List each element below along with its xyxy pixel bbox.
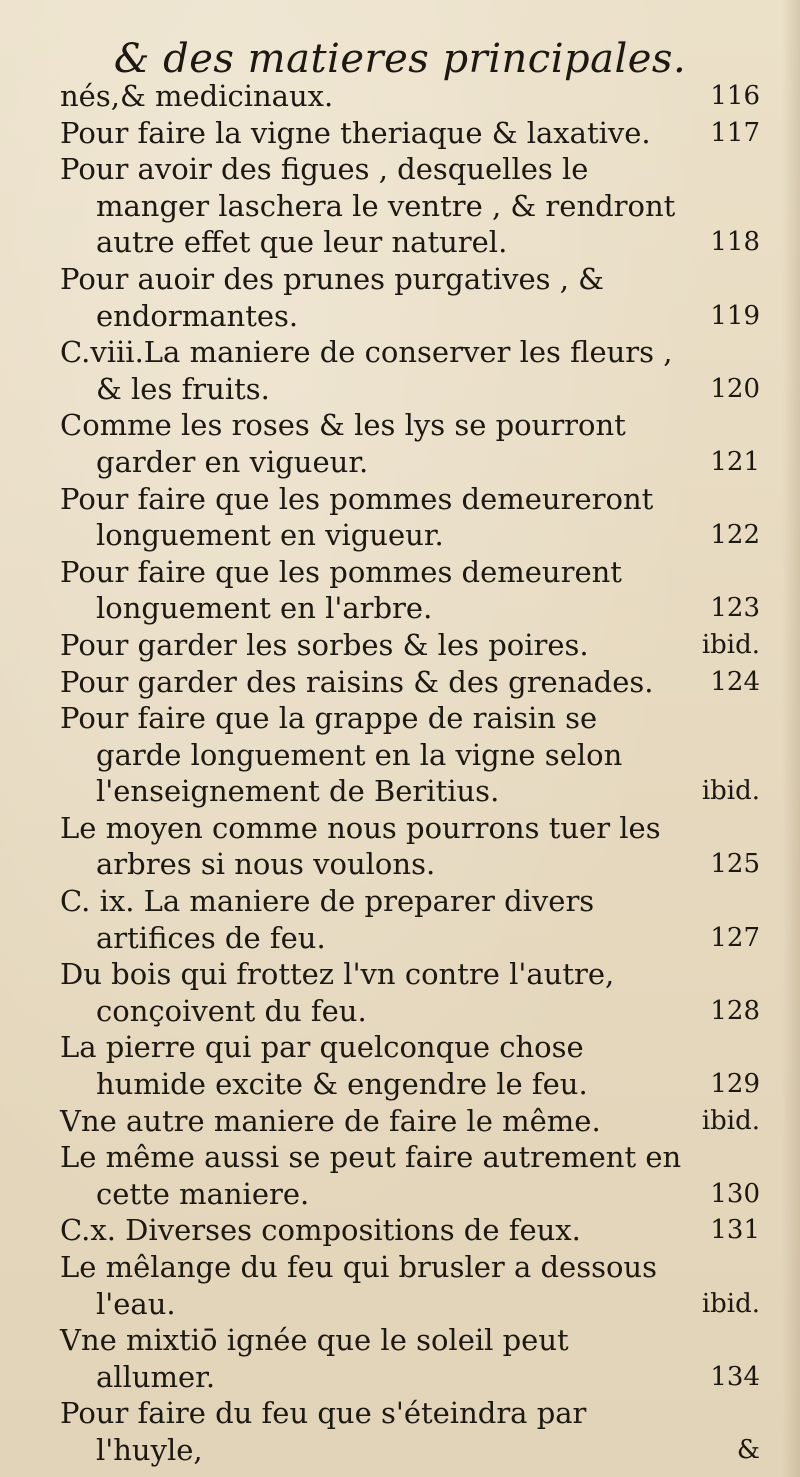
toc-entry-page-number: & [736, 1434, 760, 1465]
toc-entry [60, 956, 760, 1029]
toc-entry-page-number: ibid. [701, 776, 760, 807]
toc-entry-text: Comme les roses & les lys se pourront garder en vigueur. [60, 408, 626, 479]
toc-entry-page-number: 122 [710, 520, 760, 551]
toc-entry-text: Pour faire que la grappe de raisin se garde longuement en la vigne selon l'enseignement de Beritius. [60, 701, 623, 809]
toc-entry [60, 481, 760, 554]
toc-entry [60, 700, 760, 810]
toc-entry [60, 78, 760, 115]
toc-entry-text: C.viii.La maniere de conserver les fleurs , & les fruits. [60, 335, 673, 406]
toc-entry [60, 554, 760, 627]
table-of-contents [60, 78, 760, 1469]
toc-entry-page-number: ibid. [701, 629, 760, 660]
toc-entry [60, 810, 760, 883]
toc-entry-page-number: 130 [710, 1178, 760, 1209]
toc-entry-text: Vne autre maniere de faire le même. [60, 1103, 601, 1138]
toc-entry-page-number: 134 [710, 1361, 760, 1392]
toc-entry-page-number: 120 [710, 373, 760, 404]
toc-entry-page-number: 125 [710, 849, 760, 880]
toc-entry [60, 883, 760, 956]
toc-entry-text: Pour garder des raisins & des grenades. [60, 664, 654, 699]
toc-entry-text: Du bois qui frottez l'vn contre l'autre, conçoivent du feu. [60, 957, 615, 1028]
page-edge-shadow [782, 0, 800, 1477]
toc-entry-page-number: 131 [710, 1215, 760, 1246]
toc-entry-text: Pour avoir des figues , desquelles le manger laschera le ventre , & rendront autre effet que leur naturel. [60, 152, 676, 260]
toc-entry-text: C. ix. La maniere de preparer divers artifices de feu. [60, 884, 595, 955]
toc-entry-page-number: ibid. [701, 1105, 760, 1136]
toc-entry-page-number: 128 [710, 995, 760, 1026]
toc-entry [60, 1249, 760, 1322]
toc-entry-text: Pour garder les sorbes & les poires. [60, 627, 589, 662]
toc-entry-text: Pour faire que les pommes demeureront longuement en vigueur. [60, 481, 654, 553]
toc-entry [60, 1029, 760, 1102]
toc-entry [60, 1395, 760, 1468]
toc-entry-page-number: 117 [710, 117, 760, 148]
toc-entry-text: Pour auoir des prunes purgatives , & endormantes. [60, 261, 604, 333]
toc-entry-text: Pour faire la vigne theriaque & laxative. [60, 115, 651, 150]
toc-entry-text: Le mêlange du feu qui brusler a dessous l'eau. [60, 1250, 657, 1321]
toc-entry [60, 627, 760, 664]
toc-entry-text: nés,& medicinaux. [60, 79, 334, 113]
toc-entry-text: C.x. Diverses compositions de feux. [60, 1213, 581, 1248]
toc-entry-page-number: 121 [710, 446, 760, 477]
toc-entry [60, 407, 760, 480]
toc-entry-text: Le même aussi se peut faire autrement en cette maniere. [60, 1140, 682, 1211]
running-head: & des matieres principales. [113, 36, 687, 82]
toc-entry [60, 115, 760, 152]
toc-entry-page-number: 129 [710, 1069, 760, 1100]
toc-entry [60, 1103, 760, 1140]
toc-entry-text: Le moyen comme nous pourrons tuer les arbres si nous voulons. [60, 810, 661, 882]
toc-entry-page-number: ibid. [701, 1288, 760, 1319]
toc-entry [60, 334, 760, 407]
toc-entry [60, 261, 760, 334]
toc-entry-page-number: 119 [710, 300, 760, 331]
toc-entry [60, 151, 760, 261]
toc-entry-page-number: 123 [710, 593, 760, 624]
toc-entry-text: Pour faire que les pommes demeurent longuement en l'arbre. [60, 554, 622, 626]
toc-entry-page-number: 127 [710, 922, 760, 953]
toc-entry-text: Pour faire du feu que s'éteindra par l'huyle, [60, 1396, 587, 1467]
toc-entry-text: La pierre qui par quelconque chose humide excite & engendre le feu. [60, 1030, 588, 1102]
toc-entry [60, 664, 760, 701]
toc-entry [60, 1322, 760, 1395]
toc-entry-page-number: 124 [710, 666, 760, 697]
toc-entry [60, 1212, 760, 1249]
toc-entry-text: Vne mixtiō ignée que le soleil peut allumer. [60, 1323, 569, 1394]
toc-entry [60, 1139, 760, 1212]
toc-entry-page-number: 118 [710, 227, 760, 258]
toc-entry-page-number: 116 [710, 81, 760, 111]
